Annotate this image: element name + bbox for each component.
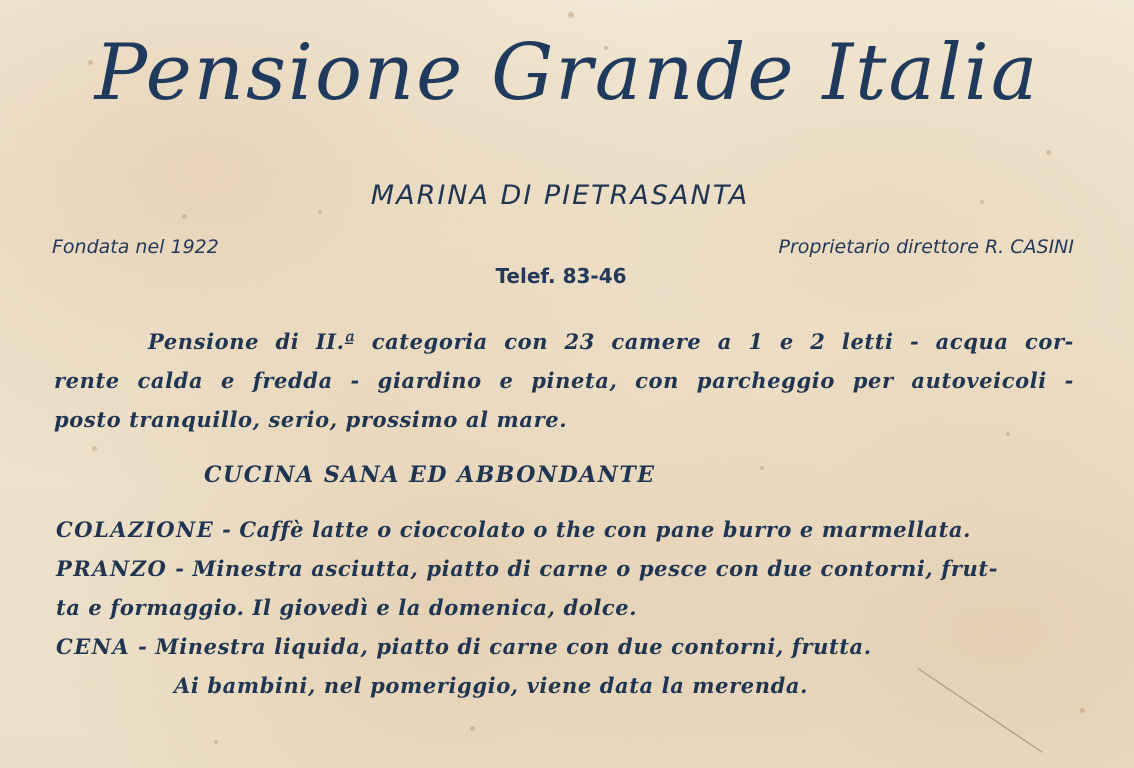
cuisine-heading: CUCINA SANA ED ABBONDANTE (204, 462, 656, 488)
paper-speck (1080, 708, 1085, 713)
founded-note: Fondata nel 1922 (52, 236, 219, 258)
description-line: Pensione di II.ª categoria con 23 camere a 1 e 2 letti - acqua cor- (148, 329, 1074, 354)
description-line: rente calda e fredda - giardino e pineta, con parcheggio per autoveicoli - (54, 368, 1074, 393)
paper-speck (182, 214, 187, 219)
children-note: Ai bambini, nel pomeriggio, viene data la merenda. (174, 673, 808, 698)
pension-title: Pensione Grande Italia (94, 28, 1040, 118)
meal-breakfast (56, 510, 1076, 549)
description-paragraph (54, 322, 1074, 439)
paper-speck (760, 466, 764, 470)
meal-description: - Caffè latte o cioccolato o the con pane burro e marmellata. (222, 517, 972, 542)
meal-description: - Minestra asciutta, piatto di carne o pesce con due contorni, frut- (175, 556, 999, 581)
meal-lunch-continued: ta e formaggio. Il giovedì e la domenica, dolce. (56, 595, 638, 620)
paper-speck (470, 726, 475, 731)
meal-name: CENA (56, 634, 131, 659)
paper-speck (92, 446, 97, 451)
description-line: posto tranquillo, serio, prossimo al mare. (54, 407, 568, 432)
meal-lunch (56, 549, 1076, 588)
paper-speck (214, 740, 218, 744)
meal-name: PRANZO (56, 556, 168, 581)
location-subtitle: MARINA DI PIETRASANTA (370, 180, 750, 211)
meals-list (56, 510, 1076, 705)
paper-speck (1046, 150, 1051, 155)
paper-speck (568, 12, 574, 18)
meal-description: - Minestra liquida, piatto di carne con due contorni, frutta. (138, 634, 872, 659)
owner-note: Proprietario direttore R. CASINI (778, 236, 1074, 258)
meal-name: COLAZIONE (56, 517, 215, 542)
meal-dinner (56, 627, 1076, 666)
phone-number: Telef. 83-46 (495, 264, 627, 288)
